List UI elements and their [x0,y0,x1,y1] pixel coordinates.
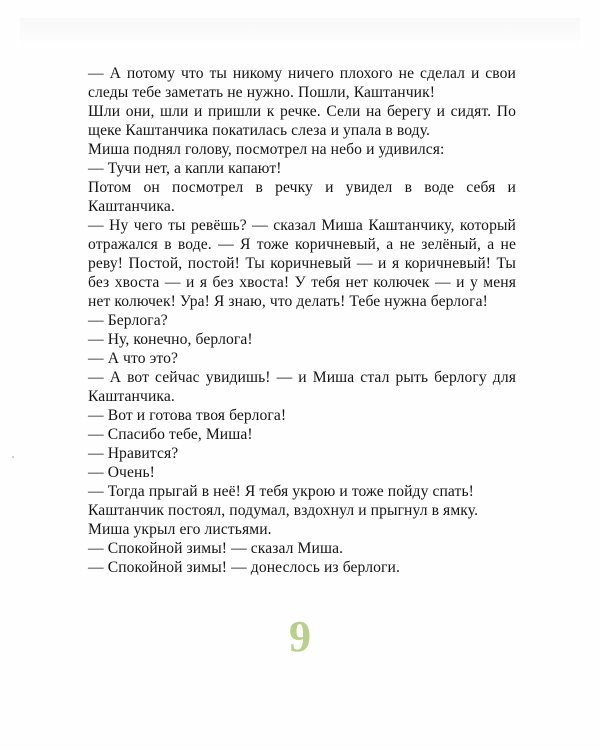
paragraph-5: Потом он посмотрел в речку и увидел в воде себя и Каштанчика. [88,179,516,215]
paragraph-12: — Спасибо тебе, Миша! [88,426,253,443]
paragraph-15: — Тогда прыгай в неё! Я тебя укрою и тоже пойду спать! [88,483,474,500]
paragraph-10: — А вот сейчас увидишь! — и Миша стал рыть берлогу для Каштанчика. [88,369,516,405]
paragraph-19: — Спокойной зимы! — донеслось из берлоги. [88,559,400,576]
paragraph-14: — Очень! [88,464,155,481]
paragraph-1: — А потому что ты никому ничего плохого не сделал и свои следы тебе заметать не нужно. Пошли, Каштанчик! [88,65,516,101]
story-text [88,64,516,577]
page-number: 9 [289,612,311,661]
paragraph-6: — Ну чего ты ревёшь? — сказал Миша Каштанчику, который отражался в воде. — Я тоже коричневый, а не зелёный, а не реву! Постой, постой! Ты коричневый — и я коричневый! Ты без хвоста — и я без хвоста! У тебя нет колючек — и у меня нет колючек! Ура! Я знаю, что делать! Тебе нужна берлога! [88,217,516,310]
paragraph-7: — Берлога? [88,312,168,329]
paragraph-2: Шли они, шли и пришли к речке. Сели на берегу и сидят. По щеке Каштанчика покатилась слеза и упала в воду. [88,103,516,139]
scan-speck [12,456,14,458]
paragraph-8: — Ну, конечно, берлога! [88,331,253,348]
show-through-shadow [20,18,580,48]
paragraph-11: — Вот и готова твоя берлога! [88,407,287,424]
paragraph-4: — Тучи нет, а капли капают! [88,160,282,177]
paragraph-16: Каштанчик постоял, подумал, вздохнул и прыгнул в ямку. [88,502,479,519]
paragraph-17: Миша укрыл его листьями. [88,521,272,538]
paragraph-9: — А что это? [88,350,179,367]
paragraph-18: — Спокойной зимы! — сказал Миша. [88,540,344,557]
paragraph-3: Миша поднял голову, посмотрел на небо и удивился: [88,141,445,158]
paragraph-13: — Нравится? [88,445,179,462]
